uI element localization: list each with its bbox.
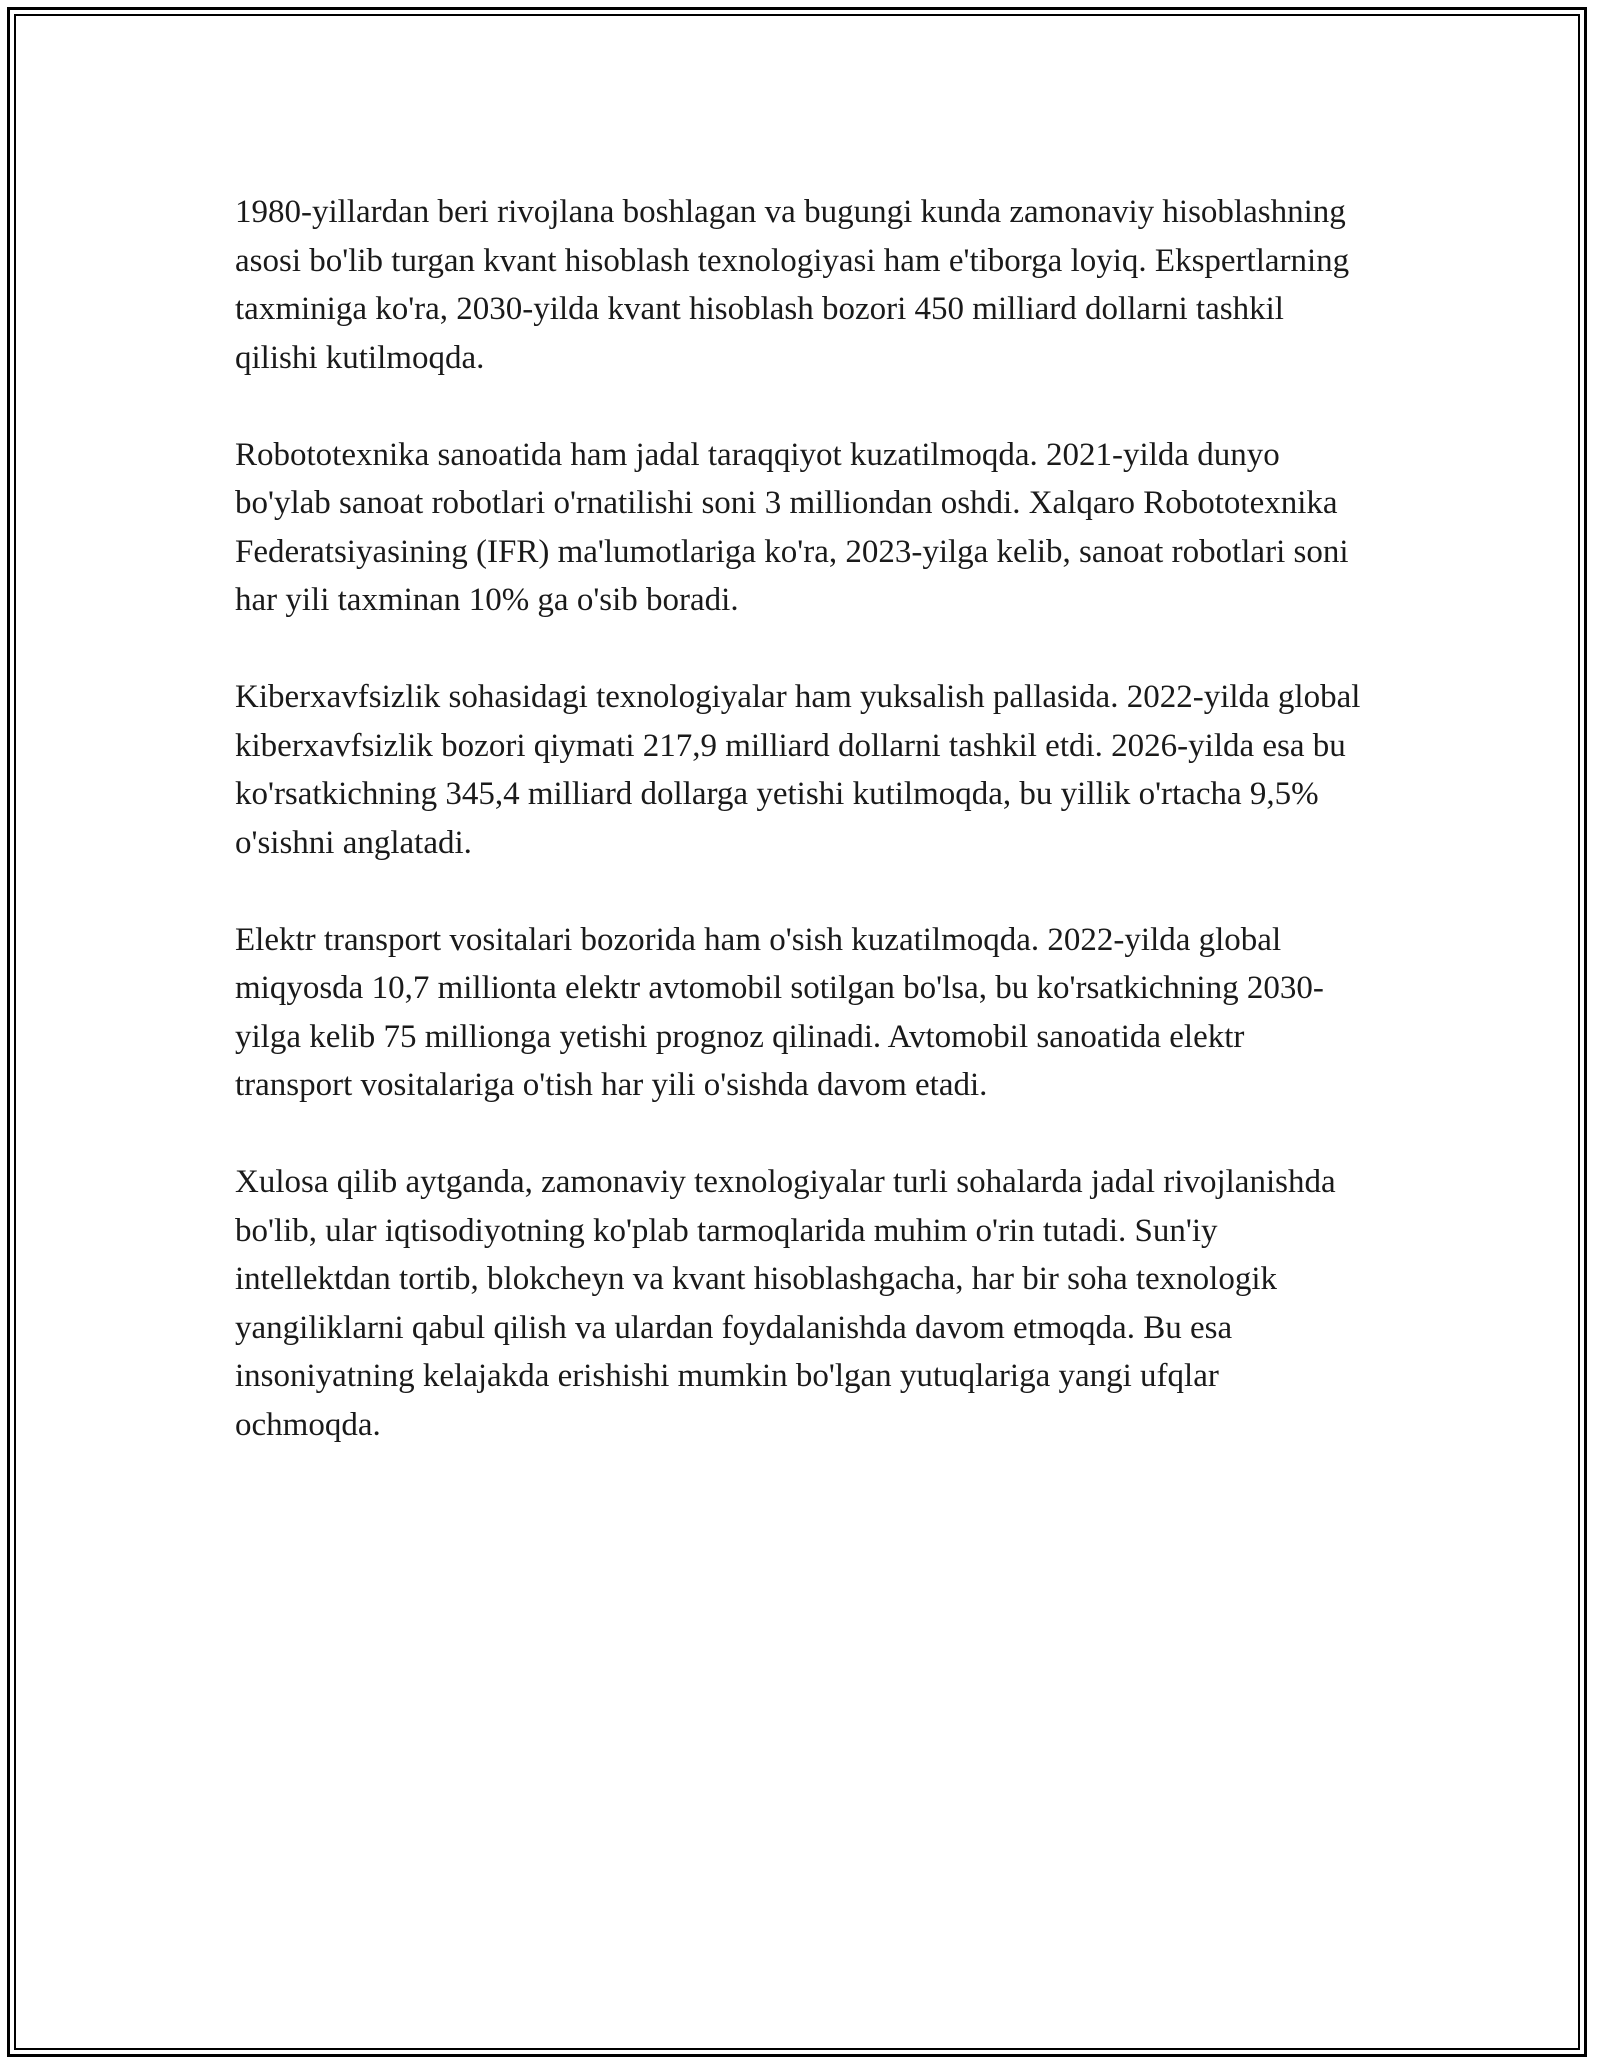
paragraph-quantum-computing: 1980-yillardan beri rivojlana boshlagan va bugungi kunda zamonaviy hisoblashning asosi bo'lib turgan kvant hisoblash texnologiyasi ham e'tiborga loyiq. Ekspertlarning taxminiga ko'ra, 2030-yilda kvant hisoblash bozori 450 milliard dollarni tashkil qilishi kutilmoqda. — [235, 194, 1350, 376]
paragraph-electric-vehicles: Elektr transport vositalari bozorida ham o'sish kuzatilmoqda. 2022-yilda global miqyosda 10,7 millionta elektr avtomobil sotilgan bo'lsa, bu ko'rsatkichning 2030-yilga kelib 75 millionga yetishi prognoz qilinadi. Avtomobil sanoatida elektr transport vositalariga o'tish har yili o'sishda davom etadi. — [235, 921, 1324, 1103]
paragraph-robotics: Robototexnika sanoatida ham jadal taraqqiyot kuzatilmoqda. 2021-yilda dunyo bo'ylab sanoat robotlari o'rnatilishi soni 3 milliondan oshdi. Xalqaro Robototexnika Federatsiyasining (IFR) ma'lumotlariga ko'ra, 2023-yilga kelib, sanoat robotlari soni har yili taxminan 10% ga o'sib boradi. — [235, 436, 1349, 618]
document-body — [235, 188, 1365, 1498]
paragraph-cybersecurity: Kiberxavfsizlik sohasidagi texnologiyalar ham yuksalish pallasida. 2022-yilda global kiberxavfsizlik bozori qiymati 217,9 milliard dollarni tashkil etdi. 2026-yilda esa bu ko'rsatkichning 345,4 milliard dollarga yetishi kutilmoqda, bu yillik o'rtacha 9,5% o'sishni anglatadi. — [235, 679, 1361, 861]
paragraph-conclusion: Xulosa qilib aytganda, zamonaviy texnologiyalar turli sohalarda jadal rivojlanishda bo'lib, ular iqtisodiyotning ko'plab tarmoqlarida muhim o'rin tutadi. Sun'iy intellektdan tortib, blokcheyn va kvant hisoblashgacha, har bir soha texnologik yangiliklarni qabul qilish va ulardan foydalanishda davom etmoqda. Bu esa insoniyatning kelajakda erishishi mumkin bo'lgan yutuqlariga yangi ufqlar ochmoqda. — [235, 1164, 1336, 1443]
